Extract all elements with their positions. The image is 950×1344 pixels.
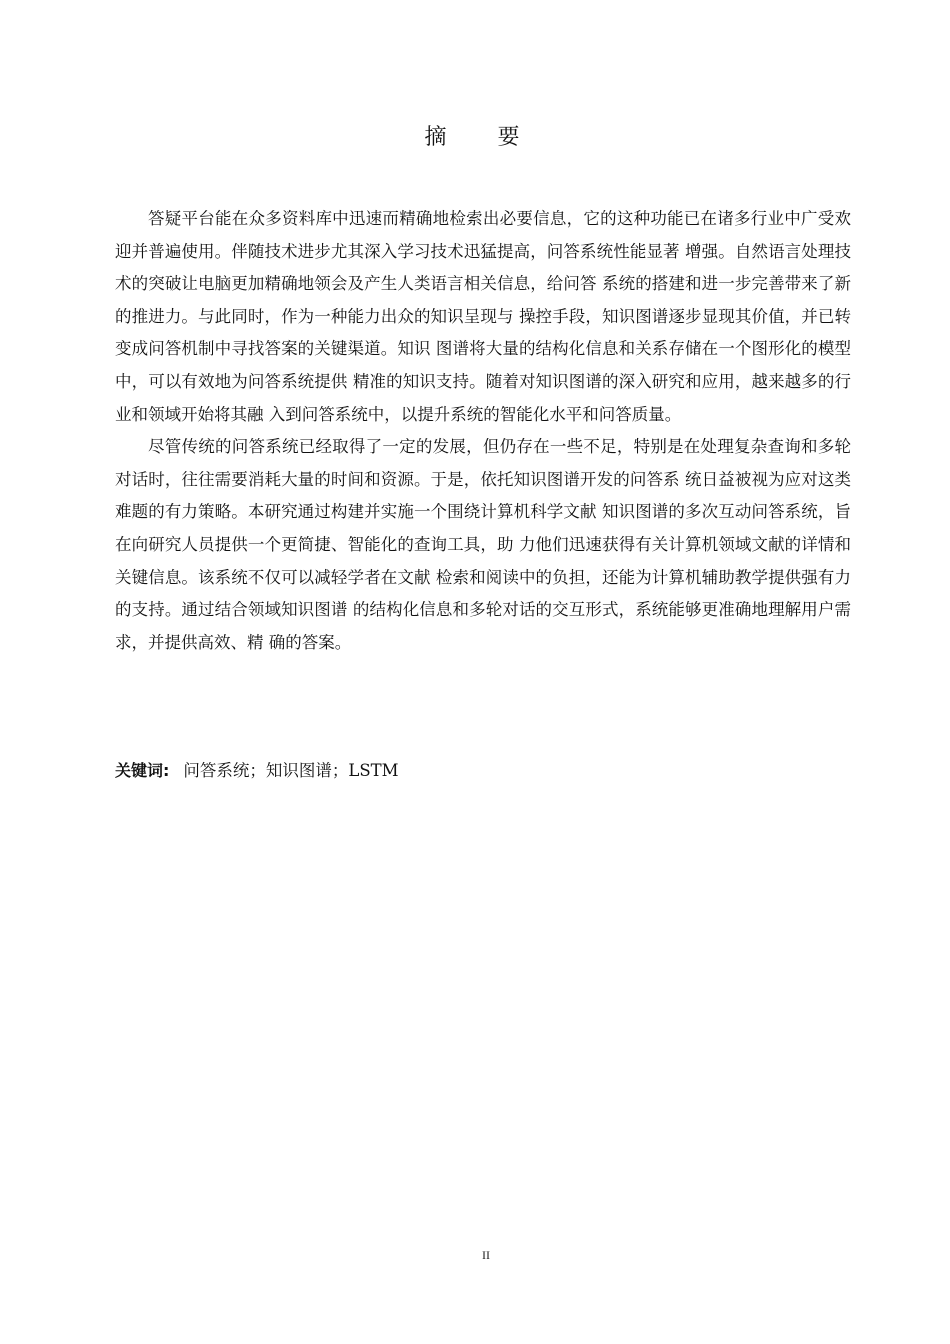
page-number: II	[482, 1248, 490, 1262]
abstract-paragraph-2: 尽管传统的问答系统已经取得了一定的发展，但仍存在一些不足，特别是在处理复杂查询和多轮对话时，往往需要消耗大量的时间和资源。于是，依托知识图谱开发的问答系 统日益被视为应对这类难题的有力策略。本研究通过构建并实施一个围绕计算机科学文献 知识图谱的多次互动问答系统，旨在向研究人员提供一个更简捷、智能化的查询工具，助 力他们迅速获得有关计算机领域文献的详情和关键信息。该系统不仅可以减轻学者在文献 检索和阅读中的负担，还能为计算机辅助教学提供强有力的支持。通过结合领域知识图谱 的结构化信息和多轮对话的交互形式，系统能够更准确地理解用户需求，并提供高效、精 确的答案。	[115, 437, 851, 652]
keywords-line	[115, 757, 851, 785]
keywords-value: 问答系统；知识图谱；LSTM	[183, 761, 399, 780]
keywords-label: 关键词:	[115, 761, 170, 780]
page-title: 摘 要	[424, 125, 542, 150]
abstract-body	[115, 203, 851, 659]
abstract-paragraph-1: 答疑平台能在众多资料库中迅速而精确地检索出必要信息，它的这种功能已在诸多行业中广受欢迎并普遍使用。伴随技术进步尤其深入学习技术迅猛提高，问答系统性能显著 增强。自然语言处理技术的突破让电脑更加精确地领会及产生人类语言相关信息，给问答 系统的搭建和进一步完善带来了新的推进力。与此同时，作为一种能力出众的知识呈现与 操控手段，知识图谱逐步显现其价值，并已转变成问答机制中寻找答案的关键渠道。知识 图谱将大量的结构化信息和关系存储在一个图形化的模型中，可以有效地为问答系统提供 精准的知识支持。随着对知识图谱的深入研究和应用，越来越多的行业和领域开始将其融 入到问答系统中，以提升系统的智能化水平和问答质量。	[115, 209, 851, 424]
